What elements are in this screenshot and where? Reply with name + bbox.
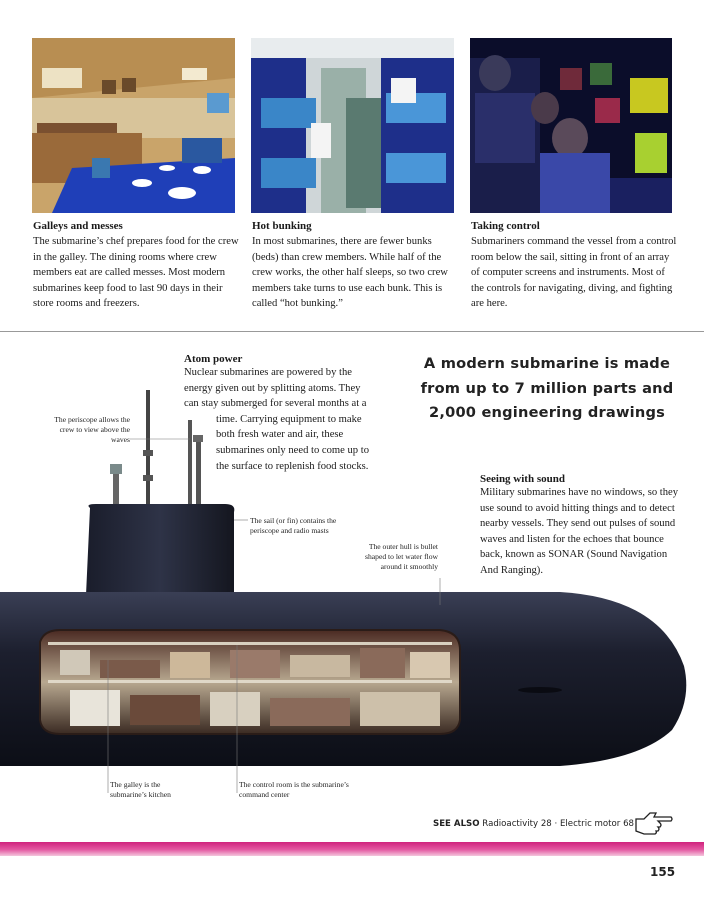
sail-callout: The sail (or fin) contains the periscope and radio masts: [250, 516, 337, 535]
see-also-refs[interactable]: Radioactivity 28 · Electric motor 68: [482, 819, 635, 829]
galley-callout: The galley is the submarine’s kitchen: [110, 780, 171, 799]
see-also: [433, 819, 634, 829]
atom-line: submarines only need to come up to: [216, 444, 369, 456]
sonar-title: Seeing with sound: [480, 473, 565, 485]
control-text: Submariners command the vessel from a control room below the sail, sitting in front of an array of computer screens and instruments. Most of the controls for navigating, diving, and fighting are here.: [471, 236, 677, 310]
atom-power-text: [184, 365, 394, 474]
pointing-hand-icon: [634, 807, 674, 837]
bunking-text: In most submarines, there are fewer bunks (beds) than crew members. While half of the crew works, the other half sleeps, so two crew members take turns to use each bunk. This is called “hot bunking.”: [252, 236, 448, 310]
atom-line: both fresh water and air, these: [216, 429, 344, 441]
bunking-title: Hot bunking: [252, 220, 312, 232]
atom-power-block: [184, 353, 394, 474]
atom-line: Nuclear submarines are powered by the: [184, 367, 352, 378]
see-also-label: SEE ALSO: [433, 819, 480, 829]
periscope-callout: The periscope allows the crew to view above the waves: [54, 415, 130, 444]
galley-photo: [32, 38, 235, 213]
atom-line: the surface to replenish food stocks.: [216, 460, 369, 472]
atom-power-title: Atom power: [184, 353, 243, 365]
galley-text: The submarine’s chef prepares food for the crew in the galley. The dining rooms where crew members eat are called messes. Most modern submarines keep food to last 90 days in their store rooms and freezers.: [33, 236, 239, 310]
fact-headline: A modern submarine is made from up to 7 million parts and 2,000 engineering drawings: [420, 355, 674, 421]
control-title: Taking control: [471, 220, 540, 232]
atom-line: time. Carrying equipment to make: [216, 413, 362, 425]
control-room-photo: [470, 38, 672, 213]
bunks-photo: [251, 38, 454, 213]
control-room-callout: The control room is the submarine’s command center: [239, 780, 349, 799]
control-caption: [471, 219, 677, 312]
atom-line: can stay submerged for several months at a: [184, 398, 367, 410]
sonar-block: [480, 473, 685, 579]
bunking-caption: [252, 219, 458, 312]
section-divider: [0, 331, 704, 332]
hull-callout: The outer hull is bullet shaped to let water flow around it smoothly: [365, 542, 438, 571]
galley-title: Galleys and messes: [33, 220, 123, 232]
page-number: 155: [650, 865, 676, 879]
footer-accent-bar: [0, 842, 704, 856]
galley-caption: [33, 219, 239, 312]
atom-line: energy given out by splitting atoms. They: [184, 382, 361, 394]
sonar-text: Military submarines have no windows, so they use sound to avoid hitting things and to detect nearby vessels. They send out pulses of sound waves and listen for the echoes that bounce back, known as SONAR (Sound Navigation And Ranging).: [480, 487, 679, 576]
